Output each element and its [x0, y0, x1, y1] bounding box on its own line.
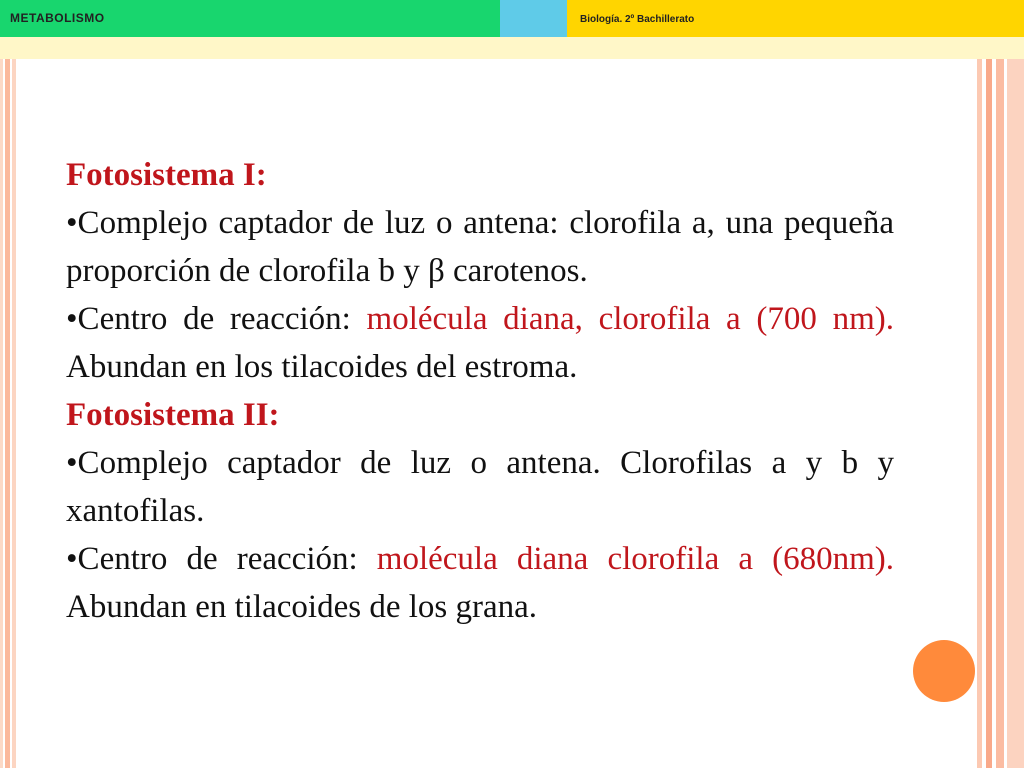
bullet-suffix: Abundan en los tilacoides del estroma.: [66, 349, 578, 385]
left-stripe: [12, 59, 16, 768]
bullet-antenna-complex-2: •Complejo captador de luz o antena. Clorofilas a y b y xantofilas.: [66, 445, 894, 529]
right-stripe: [1007, 59, 1024, 768]
section-heading-photosystem-1: Fotosistema I:: [66, 157, 267, 193]
bullet-reaction-center-1: [66, 295, 894, 391]
bullet-antenna-complex-1: •Complejo captador de luz o antena: clorofila a, una pequeña proporción de clorofila b y β carotenos.: [66, 205, 894, 289]
header-title-right: Biología. 2º Bachillerato: [580, 14, 695, 25]
header-blue-segment: [500, 0, 567, 37]
bullet-prefix: •Centro de reacción:: [66, 301, 367, 337]
section-heading-photosystem-2: Fotosistema II:: [66, 397, 280, 433]
decorative-orange-circle: [913, 640, 975, 702]
header-sub-stripe: [0, 37, 1024, 59]
bullet-prefix: •Centro de reacción:: [66, 541, 377, 577]
highlight-text: molécula diana clorofila a (680nm).: [376, 541, 895, 577]
slide-body: [66, 151, 894, 631]
bullet-reaction-center-2: [66, 535, 894, 631]
header-bar: [0, 0, 1024, 37]
header-title-left: METABOLISMO: [10, 11, 105, 25]
bullet-suffix: Abundan en tilacoides de los grana.: [66, 589, 538, 625]
right-stripe: [996, 59, 1004, 768]
highlight-text: molécula diana, clorofila a (700 nm).: [366, 301, 894, 337]
